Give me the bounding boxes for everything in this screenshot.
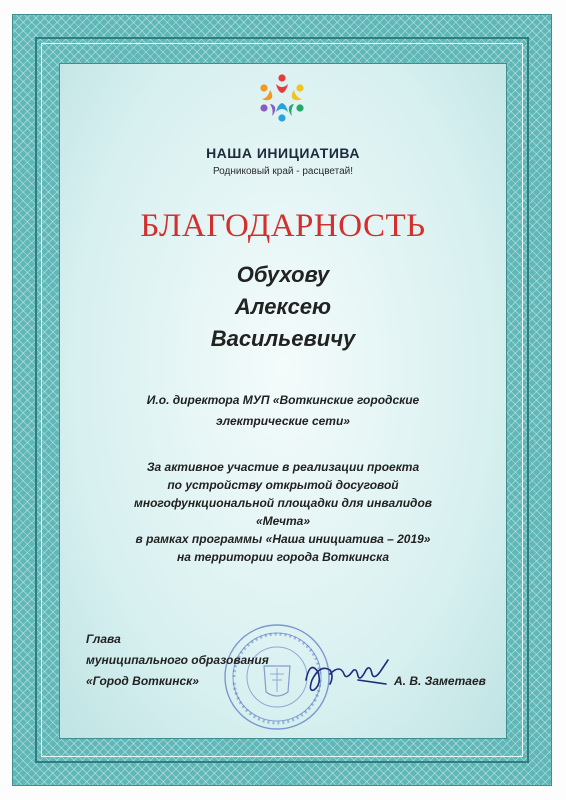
document-title: БЛАГОДАРНОСТЬ <box>140 208 426 244</box>
reason-line-1: За активное участие в реализации проекта <box>146 460 420 474</box>
reason-line-5: в рамках программы «Наша инициатива – 2019» <box>135 532 431 546</box>
handwritten-signature-icon <box>300 650 395 698</box>
reason-line-2: по устройству открытой досуговой <box>167 478 399 492</box>
recipient-first-name: Алексею <box>234 294 332 319</box>
brand-name: НАША ИНИЦИАТИВА <box>206 145 360 161</box>
recipient-patronymic: Васильевичу <box>210 326 356 351</box>
signatory-title-line-1: Глава <box>86 632 121 646</box>
reason-line-3: многофункциональной площадки для инвалидов <box>133 496 433 510</box>
reason-line-6: на территории города Воткинска <box>176 550 390 564</box>
recipient-position-line-1: И.о. директора МУП «Воткинские городские <box>146 393 420 407</box>
brand-slogan: Родниковый край - расцветай! <box>212 166 354 177</box>
recipient-surname: Обухову <box>236 262 330 287</box>
people-circle-logo-icon <box>256 72 308 124</box>
recipient-position-line-2: электрические сети» <box>216 414 350 428</box>
signatory-name: А. В. Заметаев <box>394 674 486 688</box>
reason-line-4: «Мечта» <box>255 514 311 528</box>
signatory-title-line-3: «Город Воткинск» <box>86 674 199 688</box>
signatory-title-line-2: муниципального образования <box>86 653 269 667</box>
